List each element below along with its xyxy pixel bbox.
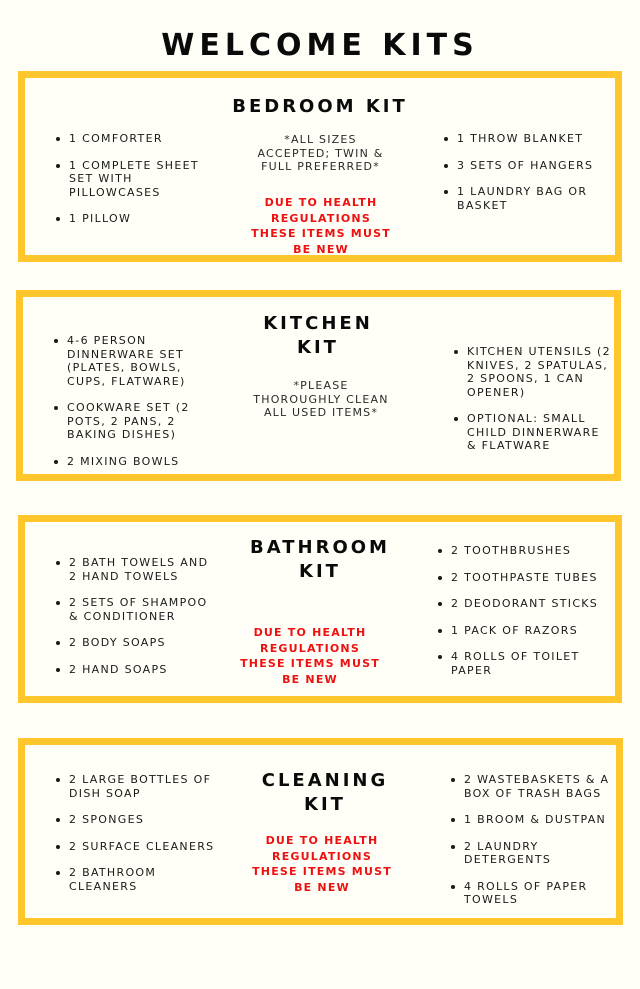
list-item: 2 TOOTHPASTE TUBES (451, 571, 607, 585)
list-item: 1 PILLOW (69, 212, 205, 226)
left-item-list (55, 132, 205, 239)
list-item: 2 LAUNDRY DETERGENTS (464, 840, 622, 867)
list-item: 1 LAUNDRY BAG OR BASKET (457, 185, 603, 212)
list-item: OPTIONAL: SMALL CHILD DINNERWARE & FLATWARE (467, 412, 613, 453)
cleaning-kit-box (18, 738, 623, 925)
health-warning: DUE TO HEALTH REGULATIONS THESE ITEMS MUST BE NEW (251, 196, 391, 256)
list-item: 1 PACK OF RAZORS (451, 624, 607, 638)
left-item-list (55, 556, 215, 689)
right-item-list (450, 773, 622, 920)
list-item: 2 WASTEBASKETS & A BOX OF TRASH BAGS (464, 773, 622, 800)
list-item: 4 ROLLS OF TOILET PAPER (451, 650, 607, 677)
list-item: 3 SETS OF HANGERS (457, 159, 603, 173)
list-item: 2 BATH TOWELS AND 2 HAND TOWELS (69, 556, 215, 583)
list-item: 1 COMFORTER (69, 132, 205, 146)
health-warning: DUE TO HEALTH REGULATIONS THESE ITEMS MUST BE NEW (240, 626, 380, 686)
kit-heading: BATHROOM KIT (250, 537, 390, 582)
page-title: WELCOME KITS (161, 28, 479, 63)
list-item: 2 DEODORANT STICKS (451, 597, 607, 611)
list-item: 2 SPONGES (69, 813, 215, 827)
right-item-list (453, 345, 613, 466)
kit-heading: KITCHEN KIT (263, 313, 373, 358)
right-item-list (437, 544, 607, 690)
list-item: 1 BROOM & DUSTPAN (464, 813, 622, 827)
kitchen-kit-box (16, 290, 621, 481)
kit-heading: BEDROOM KIT (232, 96, 408, 117)
list-item: COOKWARE SET (2 POTS, 2 PANS, 2 BAKING DISHES) (67, 401, 213, 442)
list-item: 2 TOOTHBRUSHES (451, 544, 607, 558)
left-item-list (55, 773, 215, 906)
list-item: 4 ROLLS OF PAPER TOWELS (464, 880, 622, 907)
right-item-list (443, 132, 603, 225)
list-item: 2 MIXING BOWLS (67, 455, 213, 469)
list-item: 2 BATHROOM CLEANERS (69, 866, 215, 893)
bathroom-kit-box (18, 515, 622, 703)
list-item: 2 SURFACE CLEANERS (69, 839, 215, 853)
health-warning: DUE TO HEALTH REGULATIONS THESE ITEMS MUST BE NEW (252, 834, 392, 894)
list-item: 2 HAND SOAPS (69, 663, 215, 677)
list-item: 1 THROW BLANKET (457, 132, 603, 146)
list-item: 2 SETS OF SHAMPOO & CONDITIONER (69, 596, 215, 623)
list-item: 2 BODY SOAPS (69, 636, 215, 650)
list-item: 1 COMPLETE SHEET SET WITH PILLOWCASES (69, 159, 205, 200)
list-item: 2 LARGE BOTTLES OF DISH SOAP (69, 773, 215, 800)
size-note: *ALL SIZES ACCEPTED; TWIN & FULL PREFERRED* (257, 133, 384, 173)
kit-heading: CLEANING KIT (261, 770, 389, 815)
list-item: KITCHEN UTENSILS (2 KNIVES, 2 SPATULAS, 2 SPOONS, 1 CAN OPENER) (467, 345, 613, 399)
list-item: 4-6 PERSON DINNERWARE SET (PLATES, BOWLS, CUPS, FLATWARE) (67, 334, 213, 388)
left-item-list (53, 334, 213, 481)
bedroom-kit-box (18, 71, 622, 262)
cleaning-note: *PLEASE THOROUGHLY CLEAN ALL USED ITEMS* (253, 379, 389, 419)
